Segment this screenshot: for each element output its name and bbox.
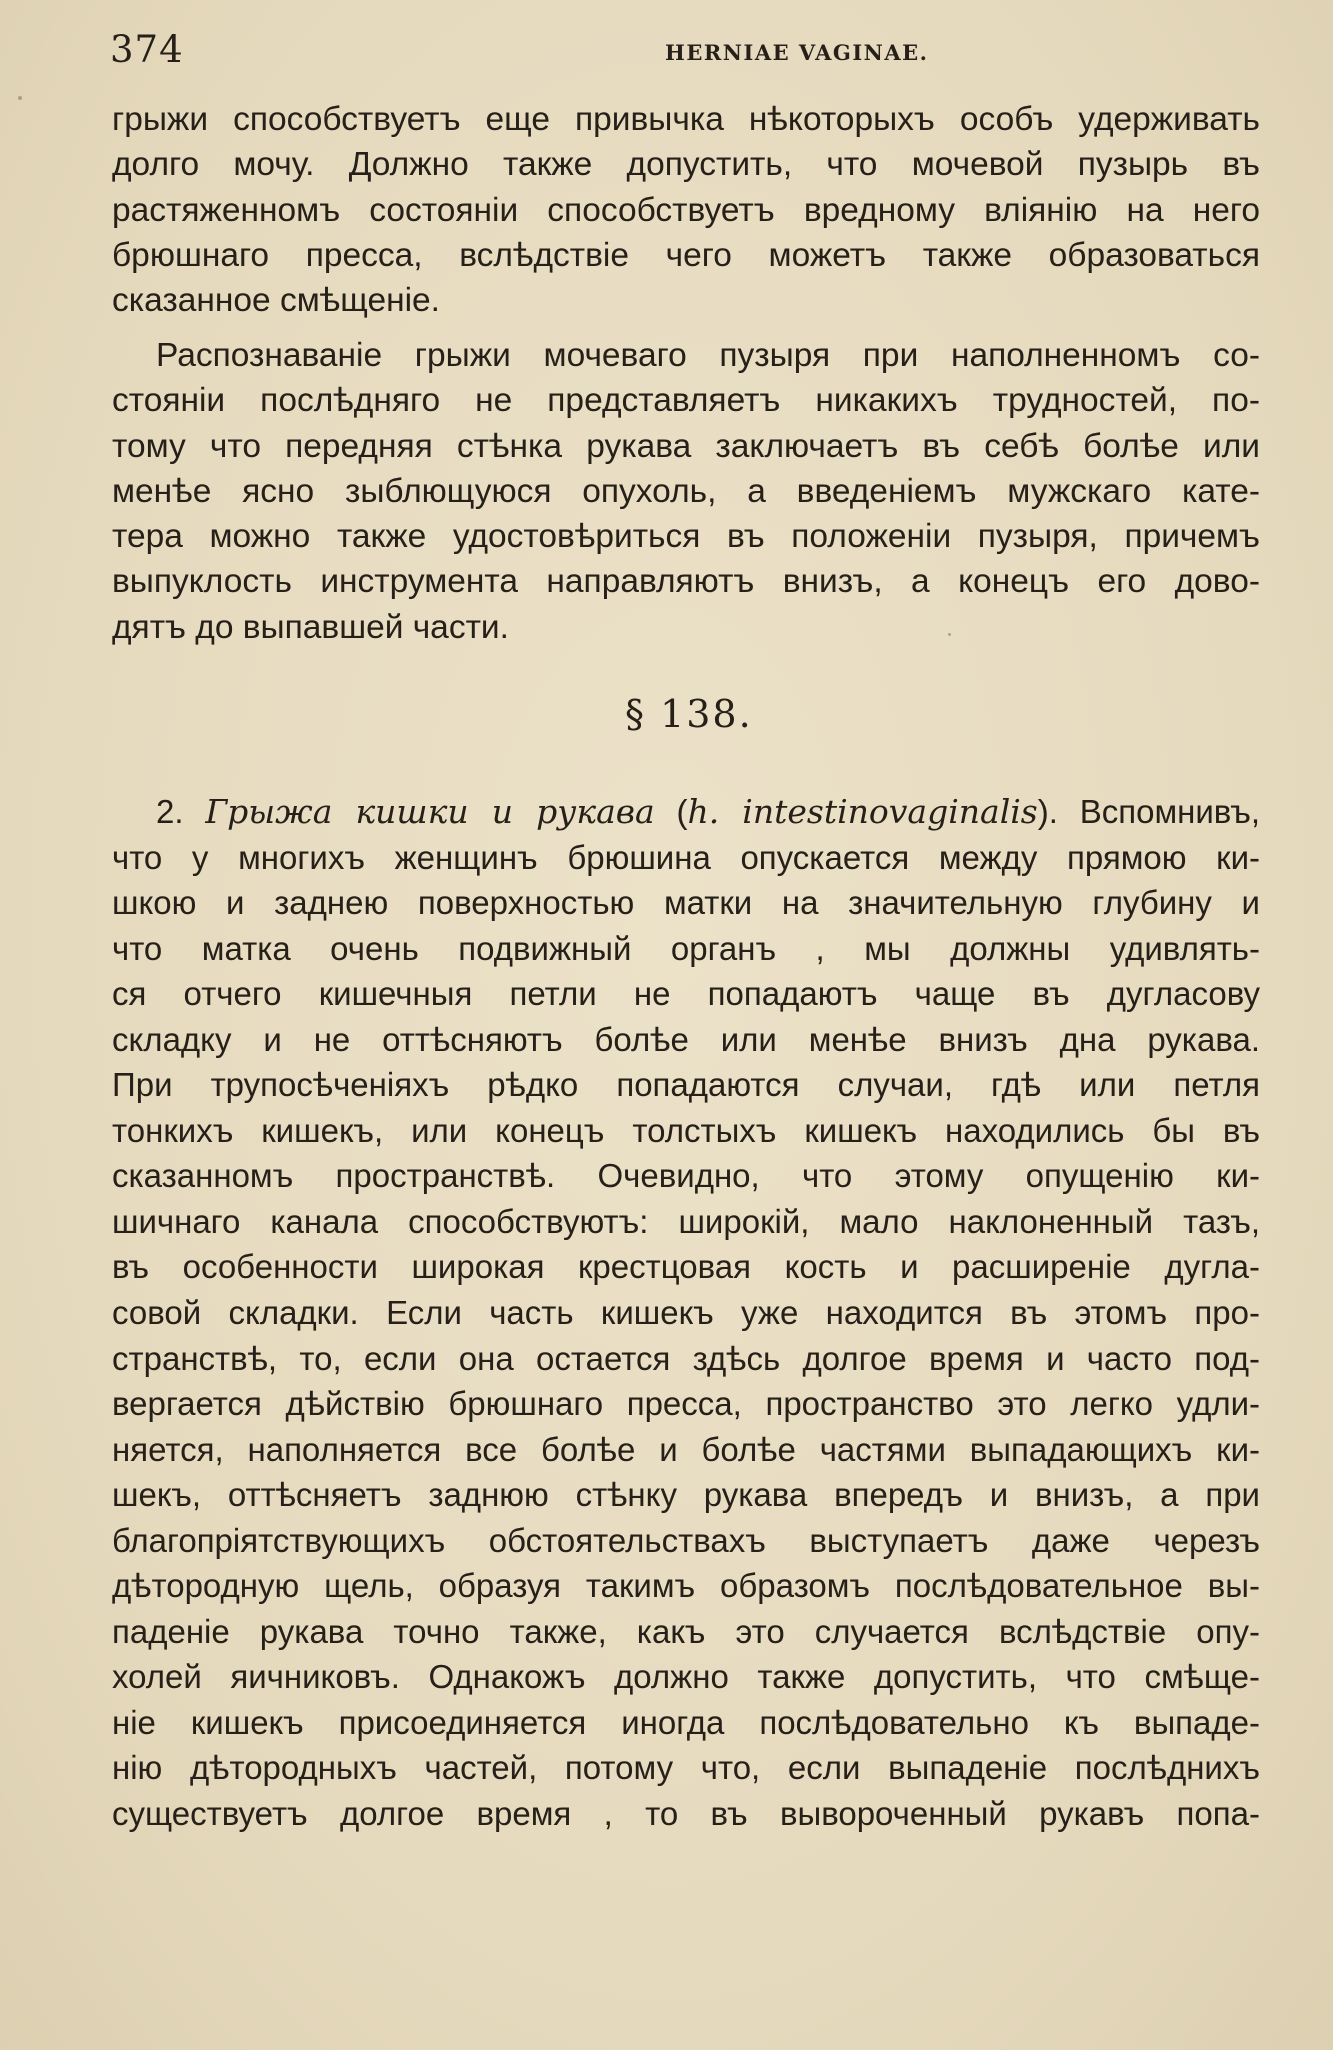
text-line: тера можно также удостовѣриться въ положеніи пузыря, причемъ bbox=[112, 518, 1260, 556]
text-line: ся отчего кишечныя петли не попадаютъ чаще въ дугласову bbox=[112, 975, 1260, 1013]
text-line: паденіе рукава точно также, какъ это случается вслѣдствіе опу- bbox=[112, 1612, 1260, 1650]
text-line: растяженномъ состояніи способствуетъ вредному вліянію на него bbox=[112, 191, 1260, 229]
paren-open: ( bbox=[676, 793, 688, 830]
text-line: совой складки. Если часть кишекъ уже находится въ этомъ про- bbox=[112, 1294, 1260, 1332]
text-line: менѣе ясно зыблющуюся опухоль, а введеніемъ мужскаго кате- bbox=[112, 472, 1260, 510]
text-line: складку и не оттѣсняютъ болѣе или менѣе внизъ дна рукава. bbox=[112, 1020, 1260, 1058]
text-line: ніе кишекъ присоединяется иногда послѣдовательно къ выпаде- bbox=[112, 1703, 1260, 1741]
running-head: HERNIAE VAGINAE. bbox=[665, 40, 929, 65]
item-number: 2. bbox=[156, 793, 184, 830]
text-line: сказанное смѣщеніе. bbox=[112, 282, 440, 320]
text-line: тонкихъ кишекъ, или конецъ толстыхъ кишекъ находились бы въ bbox=[112, 1111, 1260, 1149]
paper-speck bbox=[18, 96, 22, 100]
page-number: 374 bbox=[110, 28, 184, 71]
text-line: шичнаго канала способствуютъ: широкій, мало наклоненный тазъ, bbox=[112, 1202, 1260, 1240]
paragraph-1 bbox=[112, 97, 1260, 323]
text-line: холей яичниковъ. Однакожъ должно также допустить, что смѣще- bbox=[112, 1658, 1260, 1696]
section-heading: § 138. bbox=[625, 692, 753, 736]
text-line: Распознаваніе грыжи мочеваго пузыря при наполненномъ со- bbox=[156, 337, 1260, 374]
latin-term: h. intestinovaginalis bbox=[687, 792, 1038, 831]
text-line: выпуклость инструмента направляютъ внизъ, а конецъ его дово- bbox=[112, 563, 1260, 601]
first-line-rest: Вспомнивъ, bbox=[1079, 793, 1261, 830]
text-line: нію дѣтородныхъ частей, потому что, если выпаденіе послѣднихъ bbox=[112, 1749, 1260, 1787]
page-header bbox=[110, 28, 1265, 78]
paper-speck bbox=[948, 633, 951, 636]
text-line: что матка очень подвижный органъ , мы должны удивлять- bbox=[112, 929, 1260, 967]
paragraph-2 bbox=[112, 333, 1260, 650]
text-line: няется, наполняется все болѣе и болѣе частями выпадающихъ ки- bbox=[112, 1430, 1260, 1468]
text-line: вергается дѣйствію брюшнаго пресса, пространство это легко удли- bbox=[112, 1385, 1260, 1423]
text-line bbox=[112, 789, 1260, 835]
text-line: существуетъ долгое время , то въ вывороченный рукавъ попа- bbox=[112, 1795, 1260, 1833]
text-line: дятъ до выпавшей части. bbox=[112, 608, 509, 646]
paren-close: ). bbox=[1037, 793, 1058, 830]
paragraph-3 bbox=[112, 789, 1260, 1837]
text-line: долго мочу. Должно также допустить, что мочевой пузырь въ bbox=[112, 146, 1260, 184]
text-line: шекъ, оттѣсняетъ заднюю стѣнку рукава впередъ и внизъ, а при bbox=[112, 1476, 1260, 1514]
text-line: стояніи послѣдняго не представляетъ никакихъ трудностей, по- bbox=[112, 382, 1260, 420]
text-line: благопріятствующихъ обстоятельствахъ выступаетъ даже черезъ bbox=[112, 1521, 1260, 1559]
text-line: сказанномъ пространствѣ. Очевидно, что этому опущенію ки- bbox=[112, 1157, 1260, 1195]
text-line: брюшнаго пресса, вслѣдствіе чего можетъ также образоваться bbox=[112, 236, 1260, 274]
text-line: странствѣ, то, если она остается здѣсь долгое время и часто под- bbox=[112, 1339, 1260, 1377]
text-line: грыжи способствуетъ еще привычка нѣкоторыхъ особъ удерживать bbox=[112, 101, 1260, 138]
text-line: При трупосѣченіяхъ рѣдко попадаются случаи, гдѣ или петля bbox=[112, 1066, 1260, 1104]
text-line: дѣтородную щель, образуя такимъ образомъ послѣдовательное вы- bbox=[112, 1567, 1260, 1605]
italic-title: Грыжа кишки и рукава bbox=[205, 792, 655, 831]
text-line: въ особенности широкая крестцовая кость и расширеніе дугла- bbox=[112, 1248, 1260, 1286]
text-line: тому что передняя стѣнка рукава заключаетъ въ себѣ болѣе или bbox=[112, 427, 1260, 465]
text-line: шкою и заднею поверхностью матки на значительную глубину и bbox=[112, 884, 1260, 922]
text-line: что у многихъ женщинъ брюшина опускается между прямою ки- bbox=[112, 838, 1260, 876]
